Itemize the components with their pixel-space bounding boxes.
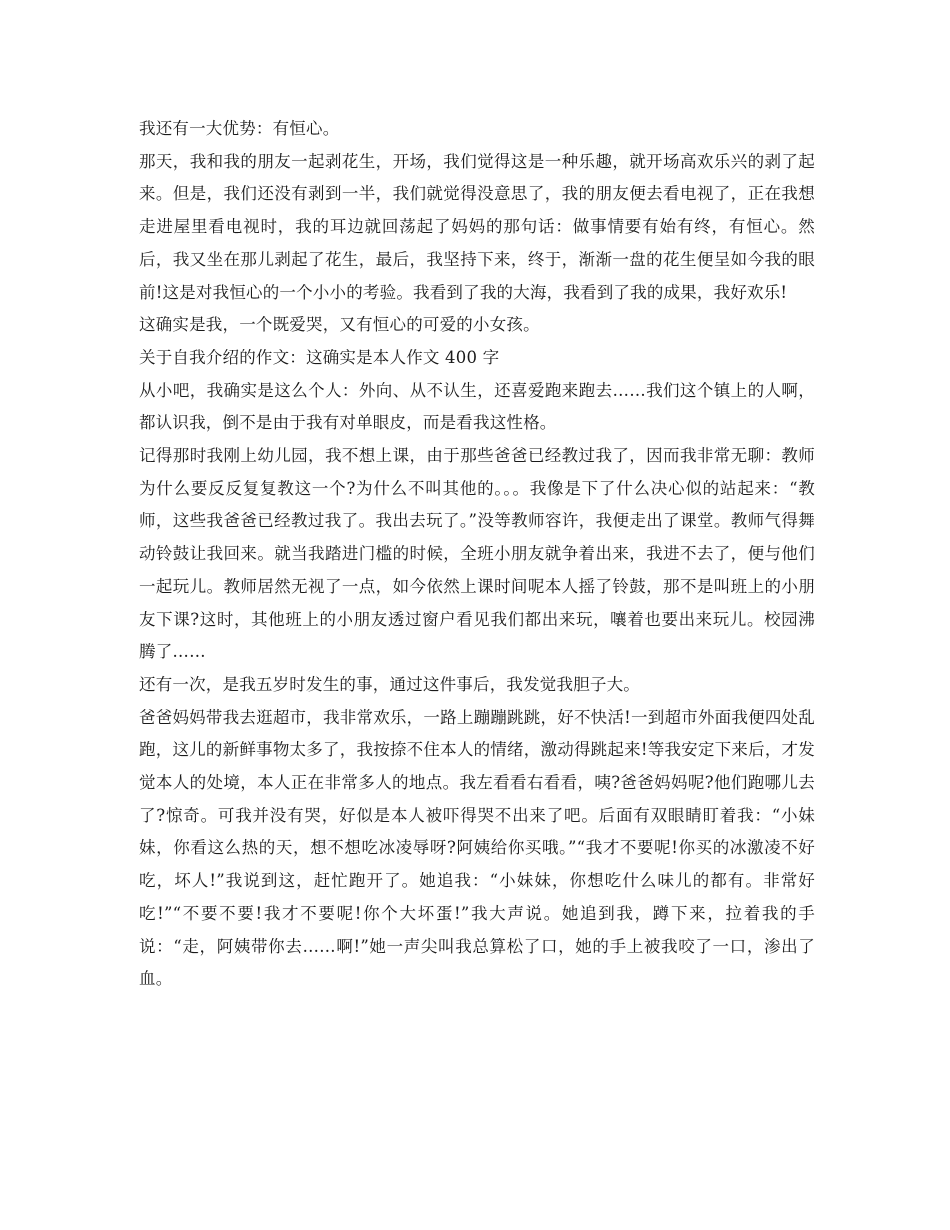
paragraph: 从小吧，我确实是这么个人：外向、从不认生，还喜爱跑来跑去……我们这个镇上的人啊，都认识我，倒不是由于我有对单眼皮，而是看我这性格。 [139,380,815,433]
paragraph: 记得那时我刚上幼儿园，我不想上课，由于那些爸爸已经教过我了，因而我非常无聊：教师为什么要反反复复教这一个?为什么不叫其他的。。。我像是下了什么决心似的站起来：“教师，这些我爸爸已经教过我了。我出去玩了。”没等教师容许，我便走出了课堂。教师气得舞动铃鼓让我回来。就当我踏进门槛的时候，全班小朋友就争着出来，我进不去了，便与他们一起玩儿。教师居然无视了一点，如今依然上课时间呢本人摇了铃鼓，那不是叫班上的小朋友下课?这时，其他班上的小朋友透过窗户看见我们都出来玩，嚷着也要出来玩儿。校园沸腾了…… [139,446,815,662]
paragraph: 我还有一大优势：有恒心。 [139,119,340,138]
paragraph: 那天，我和我的朋友一起剥花生，开场，我们觉得这是一种乐趣，就开场高欢乐兴的剥了起来。但是，我们还没有剥到一半，我们就觉得没意思了，我的朋友便去看电视了，正在我想走进屋里看电视时，我的耳边就回荡起了妈妈的那句话：做事情要有始有终，有恒心。然后，我又坐在那儿剥起了花生，最后，我坚持下来，终于，渐渐一盘的花生便呈如今我的眼前!这是对我恒心的一个小小的考验。我看到了我的大海，我看到了我的成果，我好欢乐! [139,151,815,302]
paragraph: 爸爸妈妈带我去逛超市，我非常欢乐，一路上蹦蹦跳跳，好不快活!一到超市外面我便四处乱跑，这儿的新鲜事物太多了，我按捺不住本人的情绪，激动得跳起来!等我安定下来后，才发觉本人的处境，本人正在非常多人的地点。我左看看右看看，咦?爸爸妈妈呢?他们跑哪儿去了?惊奇。可我并没有哭，好似是本人被吓得哭不出来了吧。后面有双眼睛盯着我：“小妹妹，你看这么热的天，想不想吃冰凌辱呀?阿姨给你买哦。”“我才不要呢!你买的冰激凌不好吃，坏人!”我说到这，赶忙跑开了。她追我：“小妹妹，你想吃什么味儿的都有。非常好吃!”“不要不要!我才不要呢!你个大坏蛋!”我大声说。她追到我，蹲下来，拉着我的手说：“走，阿姨带你去……啊!”她一声尖叫我总算松了口，她的手上被我咬了一口，渗出了血。 [139,707,815,989]
section-heading: 关于自我介绍的作文：这确实是本人作文 400 字 [139,347,500,367]
document-body [139,113,815,996]
paragraph: 还有一次，是我五岁时发生的事，通过这件事后，我发觉我胆子大。 [139,674,640,694]
paragraph: 这确实是我，一个既爱哭，又有恒心的可爱的小女孩。 [139,315,540,335]
